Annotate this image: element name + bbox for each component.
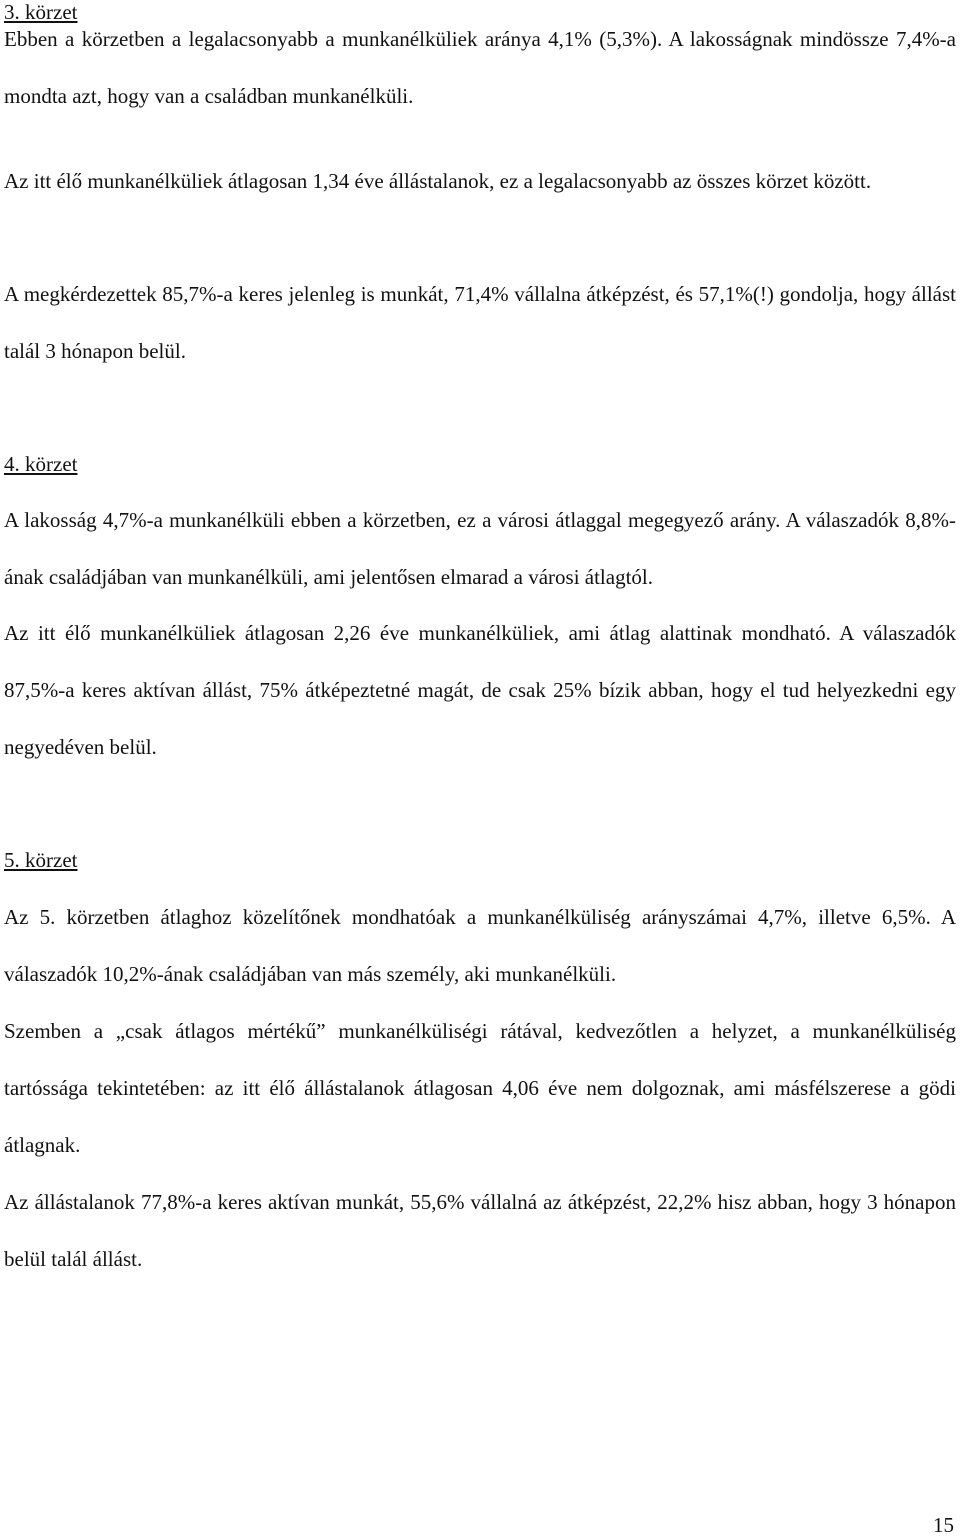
section-heading-5: 5. körzet <box>4 848 78 872</box>
paragraph-4-2: Az itt élő munkanélküliek átlagosan 2,26 éve munkanélküliek, ami átlag alattinak mondható. A válaszadók 87,5%-a keres aktívan állást, 75% átképeztetné magát, de csak 25% bízik abban, hogy el tud helyezkedni egy negyedéven belül. <box>4 621 956 759</box>
paragraph-3-3: A megkérdezettek 85,7%-a keres jelenleg is munkát, 71,4% vállalna átképzést, és 57,1%(!) gondolja, hogy állást talál 3 hónapon belül. <box>4 282 956 363</box>
paragraph-3-1: Ebben a körzetben a legalacsonyabb a munkanélküliek aránya 4,1% (5,3%). A lakosságnak mindössze 7,4%-a mondta azt, hogy van a családban munkanélküli. <box>4 27 956 108</box>
page-number: 15 <box>933 1513 954 1537</box>
section-heading-3: 3. körzet <box>4 0 78 24</box>
paragraph-5-3: Az állástalanok 77,8%-a keres aktívan munkát, 55,6% vállalná az átképzést, 22,2% hisz abban, hogy 3 hónapon belül talál állást. <box>4 1190 956 1271</box>
section-heading-4: 4. körzet <box>4 452 78 476</box>
paragraph-4-1: A lakosság 4,7%-a munkanélküli ebben a körzetben, ez a városi átlaggal megegyező arány. A válaszadók 8,8%-ának családjában van munkanélküli, ami jelentősen elmarad a városi átlagtól. <box>4 508 956 589</box>
paragraph-5-1: Az 5. körzetben átlaghoz közelítőnek mondhatóak a munkanélküliség arányszámai 4,7%, illetve 6,5%. A válaszadók 10,2%-ának családjában van más személy, aki munkanélküli. <box>4 905 956 986</box>
paragraph-5-2: Szemben a „csak átlagos mértékű” munkanélküliségi rátával, kedvezőtlen a helyzet, a munkanélküliség tartóssága tekintetében: az itt élő állástalanok átlagosan 4,06 éve nem dolgoznak, ami másfélszerese a gödi átlagnak. <box>4 1019 956 1158</box>
paragraph-3-2: Az itt élő munkanélküliek átlagosan 1,34 éve állástalanok, ez a legalacsonyabb az összes körzet között. <box>4 169 872 193</box>
